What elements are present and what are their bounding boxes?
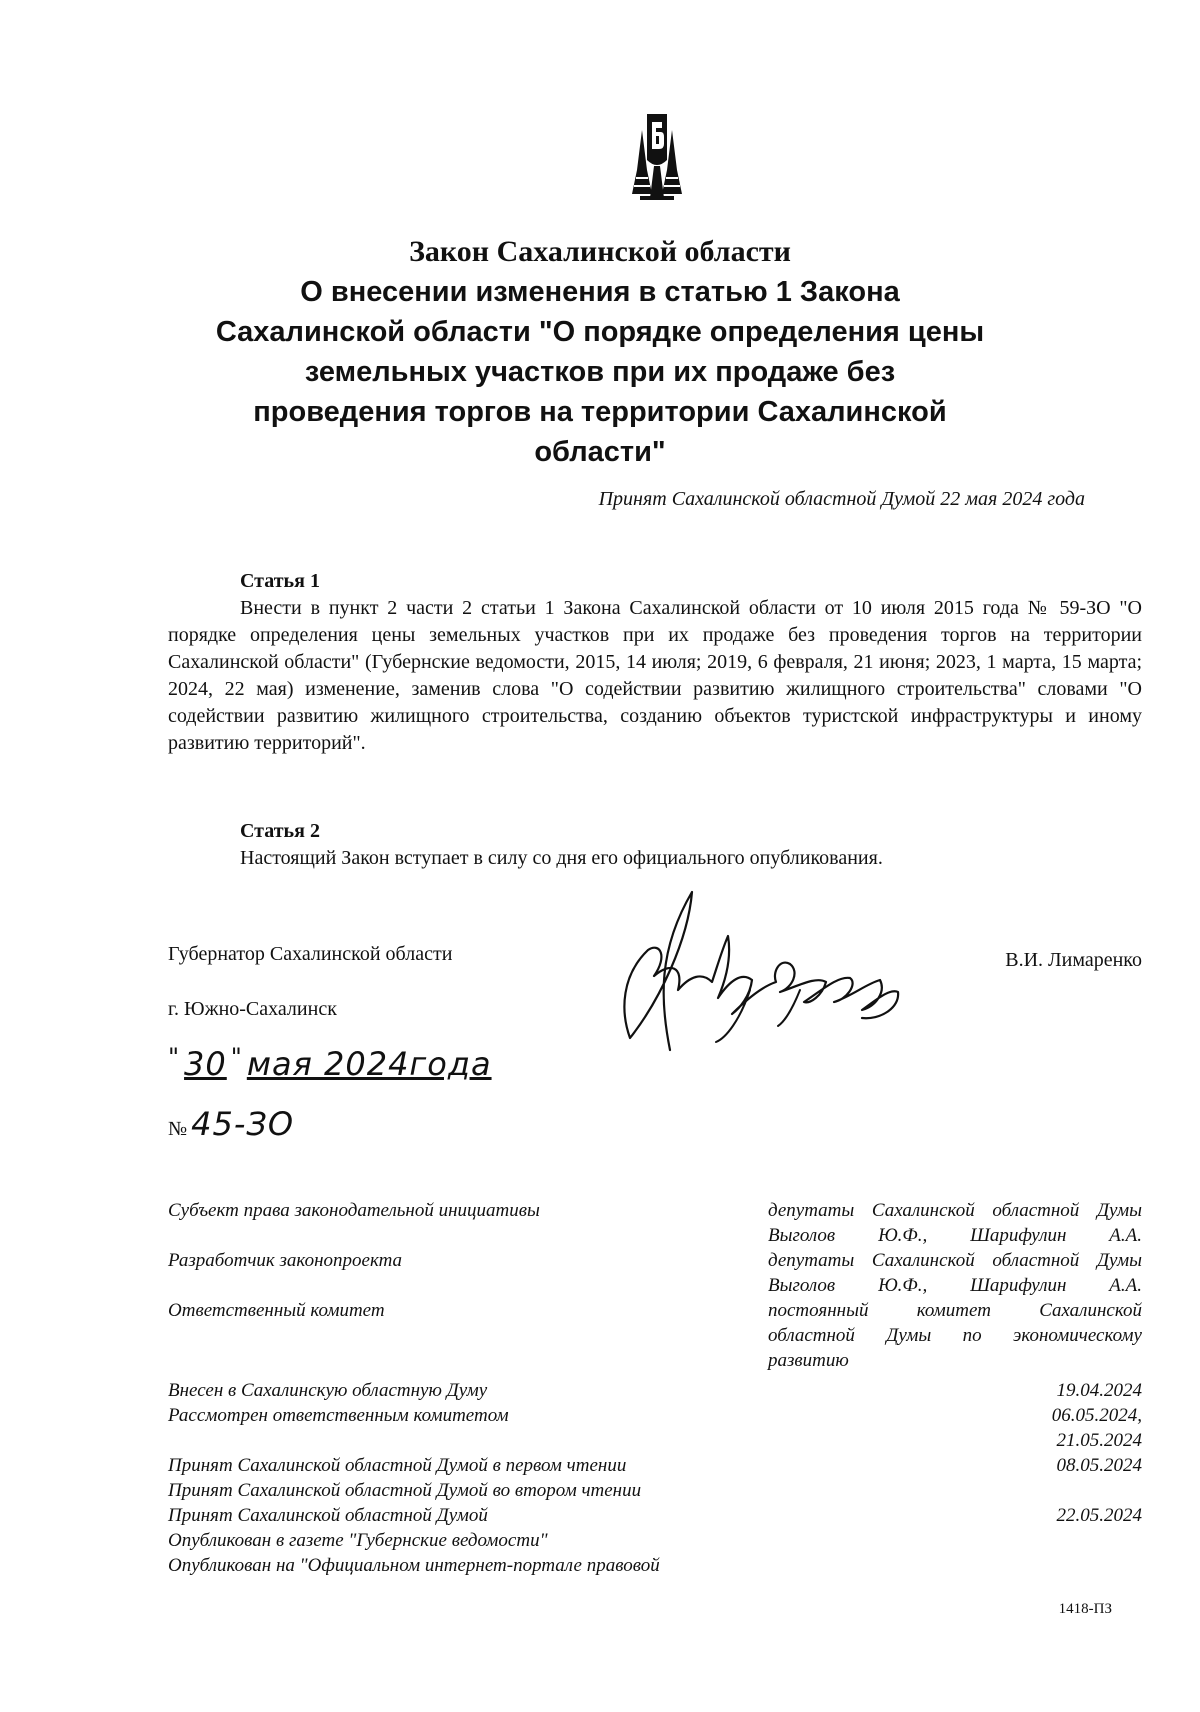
article-heading: Статья 2 bbox=[240, 820, 320, 842]
legislative-history bbox=[168, 1378, 1142, 1578]
history-row bbox=[168, 1378, 1142, 1403]
history-date: 08.05.2024 bbox=[1056, 1455, 1142, 1476]
title-line: О внесении изменения в статью 1 Закона bbox=[300, 276, 900, 308]
date-day: 30 bbox=[184, 1045, 227, 1083]
meta-row bbox=[168, 1298, 1142, 1378]
history-row bbox=[168, 1453, 1142, 1478]
meta-row bbox=[168, 1198, 1142, 1248]
history-row bbox=[168, 1403, 1142, 1453]
history-date-first: 06.05.2024, bbox=[1051, 1405, 1142, 1426]
meta-row bbox=[168, 1248, 1142, 1298]
history-label: Принят Сахалинской областной Думой во втором чтении bbox=[168, 1480, 642, 1501]
article-1 bbox=[168, 568, 1142, 757]
article-text: Настоящий Закон вступает в силу со дня его официального опубликования. bbox=[240, 847, 883, 869]
number-sign: № bbox=[168, 1118, 188, 1140]
governor-name: В.И. Лимаренко bbox=[1005, 949, 1142, 971]
title-block bbox=[150, 232, 1050, 472]
adoption-note: Принят Сахалинской областной Думой 22 мая 2024 года bbox=[598, 488, 1085, 510]
date-open-quote: " bbox=[168, 1043, 181, 1071]
title-line: земельных участков при их продаже без bbox=[304, 356, 896, 388]
article-heading: Статья 1 bbox=[240, 570, 320, 592]
title-line: области" bbox=[534, 436, 666, 468]
signing-date bbox=[168, 1043, 492, 1083]
title-line: проведения торгов на территории Сахалинской bbox=[253, 396, 947, 428]
history-label: Принят Сахалинской областной Думой в первом чтении bbox=[168, 1455, 627, 1476]
history-row bbox=[168, 1553, 1142, 1578]
history-date: 22.05.2024 bbox=[1056, 1505, 1142, 1526]
law-title bbox=[150, 272, 1050, 472]
law-number bbox=[168, 1105, 294, 1143]
law-type: Закон Сахалинской области bbox=[409, 235, 791, 268]
history-date: 19.04.2024 bbox=[1056, 1380, 1142, 1401]
history-label: Рассмотрен ответственным комитетом bbox=[168, 1405, 509, 1426]
history-label: Опубликован на "Официальном интернет-портале правовой bbox=[168, 1555, 660, 1576]
history-row bbox=[168, 1528, 1142, 1553]
initiative-metadata bbox=[168, 1198, 1142, 1378]
history-date-second: 21.05.2024 bbox=[1056, 1430, 1142, 1451]
meta-value: депутаты Сахалинской областной Думы Выголов Ю.Ф., Шарифулин А.А. bbox=[768, 1250, 1142, 1296]
history-label: Внесен в Сахалинскую областную Думу bbox=[168, 1380, 488, 1401]
title-line: Сахалинской области "О порядке определения цены bbox=[215, 316, 985, 348]
coat-of-arms-icon bbox=[628, 110, 686, 202]
document-code: 1418-ПЗ bbox=[1058, 1601, 1112, 1617]
history-row bbox=[168, 1503, 1142, 1528]
history-row bbox=[168, 1478, 1142, 1503]
article-2 bbox=[168, 818, 1142, 872]
date-close-quote: " bbox=[230, 1043, 243, 1071]
meta-label: Субъект права законодательной инициативы bbox=[168, 1200, 540, 1221]
history-date bbox=[1052, 1403, 1142, 1453]
history-label: Принят Сахалинской областной Думой bbox=[168, 1505, 488, 1526]
number-value: 45-ЗО bbox=[191, 1105, 295, 1143]
meta-label: Разработчик законопроекта bbox=[168, 1250, 403, 1271]
meta-value: депутаты Сахалинской областной Думы Выголов Ю.Ф., Шарифулин А.А. bbox=[768, 1200, 1142, 1246]
signature-mark bbox=[600, 880, 920, 1070]
meta-label: Ответственный комитет bbox=[168, 1300, 385, 1321]
date-month-year: мая 2024года bbox=[246, 1045, 492, 1083]
meta-value: постоянный комитет Сахалинской областной Думы по экономическому развитию bbox=[768, 1300, 1142, 1371]
article-text: Внести в пункт 2 части 2 статьи 1 Закона Сахалинской области от 10 июля 2015 года № 59-ЗО "О порядке определения цены земельных участков при их продаже без проведения торгов на территории Сахалинской области" (Губернские ведомости, 2015, 14 июля; 2019, 6 февраля, 21 июня; 2023, 1 марта, 15 марта; 2024, 22 мая) изменение, заменив слова "О содействии развитию жилищного строительства" словами "О содействии развитию жилищного строительства, созданию объектов туристской инфраструктуры и иному развитию территорий". bbox=[168, 597, 1142, 754]
history-label: Опубликован в газете "Губернские ведомости" bbox=[168, 1530, 548, 1551]
governor-position: Губернатор Сахалинской области bbox=[168, 943, 453, 965]
city: г. Южно-Сахалинск bbox=[168, 998, 337, 1020]
